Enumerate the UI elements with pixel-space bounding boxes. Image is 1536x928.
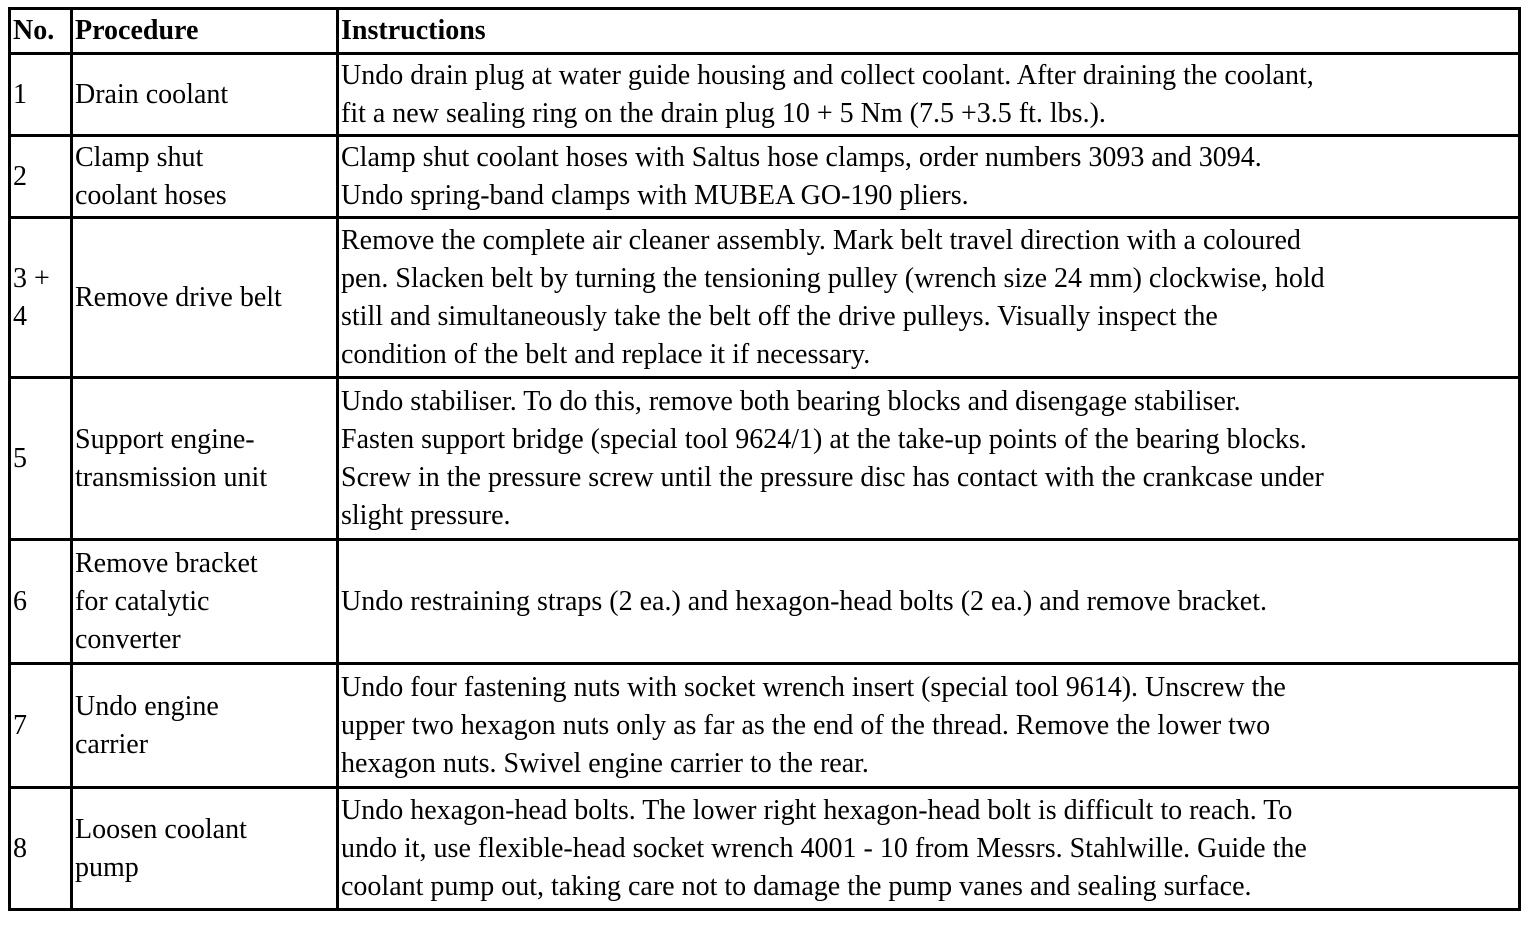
- table-header-row: [10, 9, 1520, 54]
- cell-line: Undo hexagon-head bolts. The lower right hexagon-head bolt is difficult to reach. To: [341, 794, 1293, 826]
- cell-line: pen. Slacken belt by turning the tensioning pulley (wrench size 24 mm) clockwise, hold: [341, 262, 1325, 294]
- cell-instructions: [338, 540, 1520, 664]
- cell-line: Remove the complete air cleaner assembly. Mark belt travel direction with a coloured: [341, 224, 1301, 256]
- cell-procedure: [72, 540, 338, 664]
- cell-line: 7: [13, 709, 27, 741]
- table-row: [10, 136, 1520, 218]
- cell-line: still and simultaneously take the belt off the drive pulleys. Visually inspect the: [341, 300, 1218, 332]
- header-procedure: Procedure: [72, 9, 338, 54]
- cell-line: Undo spring-band clamps with MUBEA GO-190 pliers.: [341, 179, 969, 211]
- cell-instructions: [338, 218, 1520, 378]
- cell-line: Drain coolant: [75, 78, 229, 110]
- cell-line: coolant hoses: [75, 179, 227, 211]
- table-row: [10, 664, 1520, 788]
- cell-instructions: [338, 664, 1520, 788]
- table-body: [10, 54, 1520, 910]
- cell-line: slight pressure.: [341, 499, 511, 531]
- cell-no: [10, 378, 72, 540]
- cell-line: Fasten support bridge (special tool 9624/1) at the take-up points of the bearing blocks.: [341, 423, 1307, 455]
- cell-line: pump: [75, 851, 139, 883]
- cell-no: [10, 540, 72, 664]
- cell-line: Undo four fastening nuts with socket wrench insert (special tool 9614). Unscrew the: [341, 671, 1286, 703]
- header-no: No.: [10, 9, 72, 54]
- cell-line: Undo drain plug at water guide housing and collect coolant. After draining the coolant,: [341, 59, 1314, 91]
- cell-line: Undo engine: [75, 690, 219, 722]
- cell-line: 1: [13, 78, 27, 110]
- cell-no: [10, 54, 72, 136]
- cell-instructions: [338, 136, 1520, 218]
- cell-line: condition of the belt and replace it if necessary.: [341, 338, 871, 370]
- table-row: [10, 218, 1520, 378]
- cell-line: Clamp shut: [75, 141, 204, 173]
- cell-line: 2: [13, 160, 27, 192]
- cell-line: carrier: [75, 728, 149, 760]
- cell-line: for catalytic: [75, 585, 210, 617]
- cell-line: Undo stabiliser. To do this, remove both bearing blocks and disengage stabiliser.: [341, 385, 1241, 417]
- cell-no: [10, 218, 72, 378]
- cell-line: Remove drive belt: [75, 281, 282, 313]
- cell-line: upper two hexagon nuts only as far as the end of the thread. Remove the lower two: [341, 709, 1271, 741]
- cell-procedure: [72, 788, 338, 910]
- cell-line: hexagon nuts. Swivel engine carrier to the rear.: [341, 747, 869, 779]
- table-row: [10, 540, 1520, 664]
- cell-line: 8: [13, 832, 27, 864]
- cell-procedure: [72, 136, 338, 218]
- cell-line: converter: [75, 623, 181, 655]
- cell-instructions: [338, 378, 1520, 540]
- cell-no: [10, 664, 72, 788]
- cell-line: 3 +: [13, 262, 50, 294]
- cell-procedure: [72, 664, 338, 788]
- procedure-table: [8, 7, 1521, 911]
- cell-line: fit a new sealing ring on the drain plug 10 + 5 Nm (7.5 +3.5 ft. lbs.).: [341, 97, 1106, 129]
- cell-line: Loosen coolant: [75, 813, 247, 845]
- cell-line: Remove bracket: [75, 547, 258, 579]
- cell-line: Support engine-: [75, 423, 255, 455]
- cell-no: [10, 788, 72, 910]
- table-row: [10, 54, 1520, 136]
- cell-line: 4: [13, 300, 27, 332]
- cell-line: Clamp shut coolant hoses with Saltus hose clamps, order numbers 3093 and 3094.: [341, 141, 1262, 173]
- cell-line: undo it, use flexible-head socket wrench 4001 - 10 from Messrs. Stahlwille. Guide the: [341, 832, 1307, 864]
- header-instructions: Instructions: [338, 9, 1520, 54]
- cell-instructions: [338, 788, 1520, 910]
- table-row: [10, 378, 1520, 540]
- cell-procedure: [72, 218, 338, 378]
- cell-procedure: [72, 378, 338, 540]
- cell-line: 6: [13, 585, 27, 617]
- cell-line: transmission unit: [75, 461, 268, 493]
- table-row: [10, 788, 1520, 910]
- cell-no: [10, 136, 72, 218]
- cell-line: Screw in the pressure screw until the pressure disc has contact with the crankcase under: [341, 461, 1324, 493]
- cell-procedure: [72, 54, 338, 136]
- cell-line: Undo restraining straps (2 ea.) and hexagon-head bolts (2 ea.) and remove bracket.: [341, 585, 1267, 617]
- cell-line: coolant pump out, taking care not to damage the pump vanes and sealing surface.: [341, 870, 1252, 902]
- cell-line: 5: [13, 442, 27, 474]
- cell-instructions: [338, 54, 1520, 136]
